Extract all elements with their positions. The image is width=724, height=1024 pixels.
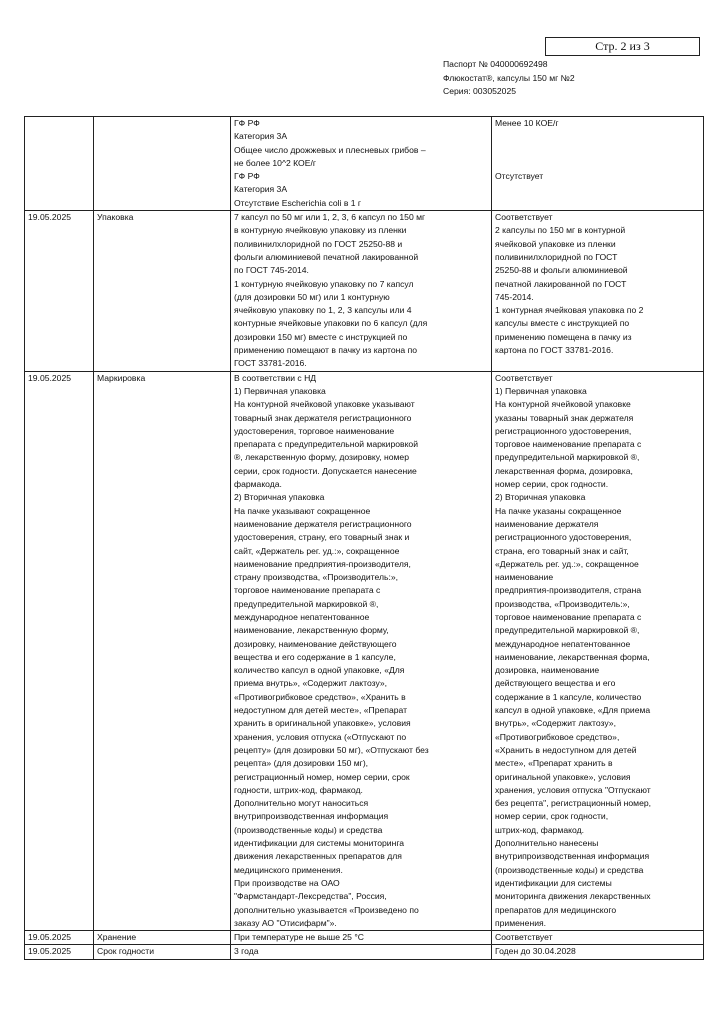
result-line: «Противогрибковое средство», bbox=[495, 731, 620, 742]
result-line: капсул в одной упаковке, «Для приема bbox=[495, 705, 651, 716]
requirement-cell bbox=[231, 371, 492, 930]
result-line: Дополнительно нанесены bbox=[495, 838, 599, 849]
result-line: Отсутствует bbox=[495, 171, 544, 182]
analysis-table bbox=[24, 116, 704, 960]
table-body bbox=[25, 117, 704, 960]
result-line bbox=[495, 144, 700, 157]
result-line: предупредительной маркировкой ®, bbox=[495, 625, 640, 636]
requirement-line: внутрипроизводственная информация bbox=[234, 811, 389, 822]
date-cell: 19.05.2025 bbox=[25, 945, 94, 959]
requirement-line: ®, лекарственную форму, дозировку, номер bbox=[234, 452, 409, 463]
result-line: поливинилхлоридной по ГОСТ bbox=[495, 251, 618, 262]
result-line: без рецепта", регистрационный номер, bbox=[495, 798, 652, 809]
result-cell bbox=[492, 211, 704, 372]
requirement-line: медицинского применения. bbox=[234, 864, 343, 875]
requirement-line: ГФ РФ bbox=[234, 118, 260, 128]
requirement-line: В соответствии с НД bbox=[234, 372, 317, 383]
result-line: печатной лакированной по ГОСТ bbox=[495, 278, 627, 289]
indicator-cell: Маркировка bbox=[94, 371, 231, 930]
requirement-line: хранения, условия отпуска («Отпускают по bbox=[234, 731, 407, 742]
requirement-line: движения лекарственных препаратов для bbox=[234, 851, 402, 862]
result-line: торговое наименование препарата с bbox=[495, 439, 642, 450]
date-cell: 19.05.2025 bbox=[25, 371, 94, 930]
requirement-line: Общее число дрожжевых и плесневых грибов – bbox=[234, 144, 426, 155]
result-line bbox=[495, 157, 700, 170]
requirement-line: идентификации для системы мониторинга bbox=[234, 838, 405, 849]
requirement-line: «Противогрибковое средство», «Хранить в bbox=[234, 691, 406, 702]
requirement-line: (для дозировки 50 мг) или 1 контурную bbox=[234, 291, 390, 302]
result-line: 2 капсулы по 150 мг в контурной bbox=[495, 225, 626, 236]
result-line: 1 контурная ячейковая упаковка по 2 bbox=[495, 305, 644, 316]
result-line: 2) Вторичная упаковка bbox=[495, 492, 586, 503]
result-cell bbox=[492, 945, 704, 959]
table-row bbox=[25, 931, 704, 945]
requirement-line: При производстве на ОАО bbox=[234, 877, 340, 888]
requirement-line: ГОСТ 33781-2016. bbox=[234, 358, 307, 369]
batch-number: Серия: 003052025 bbox=[443, 86, 517, 96]
requirement-line: рецепта» (для дозировки 150 мг), bbox=[234, 758, 369, 769]
result-line: номер серии, срок годности. bbox=[495, 479, 609, 490]
result-line: хранения, условия отпуска "Отпускают bbox=[495, 784, 651, 795]
requirement-line: 3 года bbox=[234, 946, 259, 957]
requirement-line: хранить в оригинальной упаковке», условия bbox=[234, 718, 411, 729]
result-line: Соответствует bbox=[495, 212, 553, 223]
requirement-line: Категория 3А bbox=[234, 131, 288, 142]
passport-number: Паспорт № 040000692498 bbox=[443, 59, 548, 69]
requirement-line: Отсутствие Escherichia coli в 1 г bbox=[234, 197, 362, 208]
requirement-line: дополнительно указывается «Произведено по bbox=[234, 904, 419, 915]
result-line: производства, «Производитель:», bbox=[495, 598, 630, 609]
result-line: дозировка, наименование bbox=[495, 665, 600, 676]
requirement-line: торговое наименование препарата с bbox=[234, 585, 381, 596]
result-line: 745-2014. bbox=[495, 291, 534, 302]
passport-info bbox=[443, 58, 575, 99]
result-line: внутрипроизводственная информация bbox=[495, 851, 650, 862]
requirement-line: (производственные коды) и средства bbox=[234, 824, 383, 835]
result-line: штрих-код, фармакод. bbox=[495, 824, 584, 835]
indicator-cell: Хранение bbox=[94, 931, 231, 945]
requirement-line: применению помещают в пачку из картона по bbox=[234, 345, 418, 356]
table-row bbox=[25, 117, 704, 211]
requirement-line: вещества и его содержание в 1 капсуле, bbox=[234, 651, 396, 662]
requirement-line: ГФ РФ bbox=[234, 171, 260, 182]
requirement-line: не более 10^2 КОЕ/г bbox=[234, 157, 316, 168]
result-cell bbox=[492, 371, 704, 930]
indicator-cell bbox=[94, 117, 231, 211]
result-line: регистрационного удостоверения, bbox=[495, 425, 632, 436]
requirement-cell bbox=[231, 211, 492, 372]
page-number-box bbox=[545, 37, 700, 56]
result-line: действующего вещества и его bbox=[495, 678, 616, 689]
date-cell: 19.05.2025 bbox=[25, 931, 94, 945]
result-line: 1) Первичная упаковка bbox=[495, 385, 587, 396]
result-line: страна, его товарный знак и сайт, bbox=[495, 545, 629, 556]
result-line: предприятия-производителя, страна bbox=[495, 585, 642, 596]
date-cell: 19.05.2025 bbox=[25, 211, 94, 372]
result-line: внутрь», «Содержит лактозу», bbox=[495, 718, 616, 729]
requirement-line: 2) Вторичная упаковка bbox=[234, 492, 325, 503]
result-line: Годен до 30.04.2028 bbox=[495, 946, 576, 957]
result-line: применению помещена в пачку из bbox=[495, 331, 632, 342]
requirement-line: удостоверения, страну, его товарный знак и bbox=[234, 532, 410, 543]
result-line: указаны товарный знак держателя bbox=[495, 412, 634, 423]
page-number: Стр. 2 из 3 bbox=[595, 39, 650, 53]
requirement-line: наименование, лекарственную форму, bbox=[234, 625, 389, 636]
result-line: Менее 10 КОЕ/г bbox=[495, 118, 559, 128]
requirement-line: регистрационный номер, номер серии, срок bbox=[234, 771, 410, 782]
requirement-line: 7 капсул по 50 мг или 1, 2, 3, 6 капсул по 150 мг bbox=[234, 212, 426, 223]
result-line: На контурной ячейковой упаковке bbox=[495, 399, 631, 410]
result-line: международное непатентованное bbox=[495, 638, 631, 649]
requirement-line: страну производства, «Производитель:», bbox=[234, 572, 399, 583]
requirement-line: недоступном для детей месте», «Препарат bbox=[234, 705, 408, 716]
table-row bbox=[25, 211, 704, 372]
table-row bbox=[25, 371, 704, 930]
requirement-line: удостоверения, торговое наименование bbox=[234, 425, 395, 436]
indicator-cell: Упаковка bbox=[94, 211, 231, 372]
result-line: наименование держателя bbox=[495, 518, 599, 529]
result-line: картона по ГОСТ 33781-2016. bbox=[495, 345, 614, 356]
result-line: применения. bbox=[495, 917, 547, 928]
requirement-line: товарный знак держателя регистрационного bbox=[234, 412, 412, 423]
requirement-line: по ГОСТ 745-2014. bbox=[234, 265, 309, 276]
result-line: Соответствует bbox=[495, 932, 553, 943]
result-line: мониторинга движения лекарственных bbox=[495, 891, 651, 902]
requirement-cell bbox=[231, 945, 492, 959]
result-line: препаратов для медицинского bbox=[495, 904, 617, 915]
requirement-line: контурные ячейковые упаковки по 6 капсул (для bbox=[234, 318, 428, 329]
table-row bbox=[25, 945, 704, 959]
requirement-line: приема внутрь», «Содержит лактозу», bbox=[234, 678, 388, 689]
requirement-line: поливинилхлоридной по ГОСТ 25250-88 и bbox=[234, 238, 403, 249]
result-line: «Хранить в недоступном для детей bbox=[495, 744, 637, 755]
result-line: регистрационного удостоверения, bbox=[495, 532, 632, 543]
requirement-line: препарата с предупредительной маркировкой bbox=[234, 439, 419, 450]
requirement-line: наименование держателя регистрационного bbox=[234, 518, 412, 529]
result-line: идентификации для системы bbox=[495, 877, 612, 888]
requirement-line: дозировки 150 мг) вместе с инструкцией по bbox=[234, 331, 408, 342]
result-line: наименование, лекарственная форма, bbox=[495, 651, 650, 662]
result-line: содержание в 1 капсуле, количество bbox=[495, 691, 642, 702]
requirement-line: заказу АО "Отисифарм"». bbox=[234, 917, 337, 928]
requirement-line: фольги алюминиевой печатной лакированной bbox=[234, 251, 419, 262]
requirement-line: наименование предприятия-производителя, bbox=[234, 558, 411, 569]
result-line: (производственные коды) и средства bbox=[495, 864, 644, 875]
requirement-line: 1 контурную ячейковую упаковку по 7 капсул bbox=[234, 278, 414, 289]
requirement-line: Категория 3А bbox=[234, 184, 288, 195]
requirement-line: "Фармстандарт-Лексредства", Россия, bbox=[234, 891, 387, 902]
result-line: предупредительной маркировкой ®, bbox=[495, 452, 640, 463]
requirement-line: На контурной ячейковой упаковке указывают bbox=[234, 399, 415, 410]
requirement-line: сайт, «Держатель рег. уд.:», сокращенное bbox=[234, 545, 400, 556]
result-line: торговое наименование препарата с bbox=[495, 611, 642, 622]
requirement-line: рецепту» (для дозировки 50 мг), «Отпускают без bbox=[234, 744, 429, 755]
product-name: Флюкостат®, капсулы 150 мг №2 bbox=[443, 72, 575, 83]
requirement-line: 1) Первичная упаковка bbox=[234, 385, 326, 396]
requirement-line: серии, срок годности. Допускается нанесение bbox=[234, 465, 417, 476]
requirement-line: годности, штрих-код, фармакод. bbox=[234, 784, 363, 795]
requirement-line: предупредительной маркировкой ®, bbox=[234, 598, 379, 609]
requirement-line: На пачке указывают сокращенное bbox=[234, 505, 371, 516]
result-line: капсулы вместе с инструкцией по bbox=[495, 318, 630, 329]
result-line: Соответствует bbox=[495, 372, 553, 383]
result-line: лекарственная форма, дозировка, bbox=[495, 465, 633, 476]
result-line: «Держатель рег. уд.:», сокращенное bbox=[495, 558, 639, 569]
requirement-line: количество капсул в одной упаковке, «Для bbox=[234, 665, 405, 676]
requirement-cell bbox=[231, 117, 492, 211]
result-line: ячейковой упаковке из пленки bbox=[495, 238, 616, 249]
result-line bbox=[495, 130, 700, 143]
requirement-line: Дополнительно могут наноситься bbox=[234, 798, 369, 809]
requirement-cell bbox=[231, 931, 492, 945]
requirement-line: международное непатентованное bbox=[234, 611, 370, 622]
requirement-line: в контурную ячейковую упаковку из пленки bbox=[234, 225, 407, 236]
result-cell bbox=[492, 117, 704, 211]
result-cell bbox=[492, 931, 704, 945]
result-line: оригинальной упаковке», условия bbox=[495, 771, 631, 782]
requirement-line: фармакода. bbox=[234, 479, 282, 490]
indicator-cell: Срок годности bbox=[94, 945, 231, 959]
requirement-line: дозировку, наименование действующего bbox=[234, 638, 397, 649]
date-cell bbox=[25, 117, 94, 211]
result-line: 25250-88 и фольги алюминиевой bbox=[495, 265, 628, 276]
result-line: номер серии, срок годности, bbox=[495, 811, 609, 822]
requirement-line: При температуре не выше 25 °С bbox=[234, 932, 364, 943]
requirement-line: ячейковую упаковку по 1, 2, 3 капсулы или 4 bbox=[234, 305, 412, 316]
result-line: На пачке указаны сокращенное bbox=[495, 505, 622, 516]
result-line: наименование bbox=[495, 572, 554, 583]
result-line: месте», «Препарат хранить в bbox=[495, 758, 613, 769]
